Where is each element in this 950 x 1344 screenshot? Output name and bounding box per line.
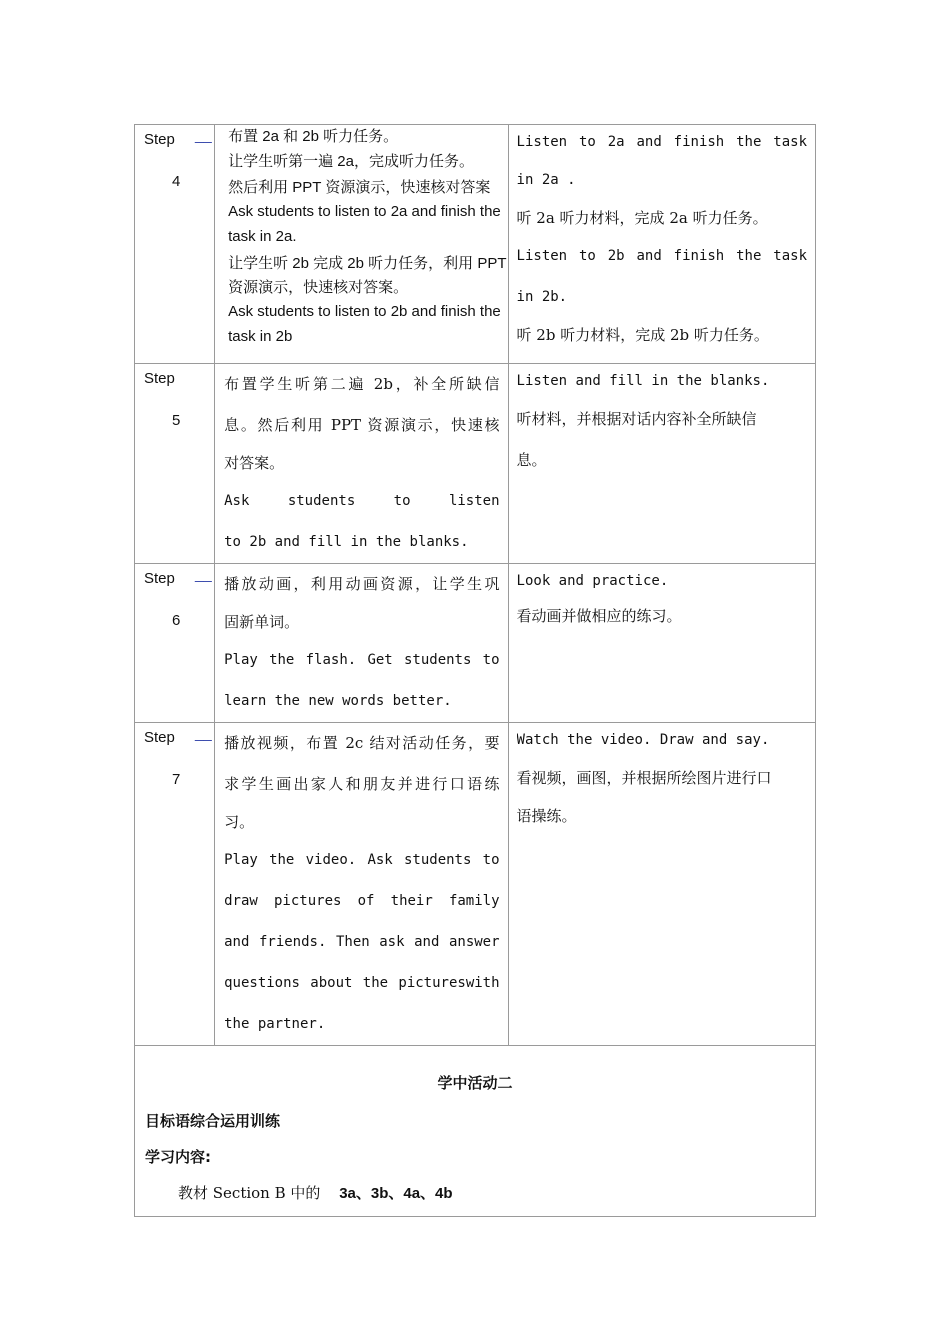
section-subtitle: 目标语综合运用训练 <box>145 1112 281 1130</box>
step-mark: __ <box>195 725 212 742</box>
teacher-line: Ask students to listen <box>224 493 500 509</box>
student-line: in 2b. <box>516 289 568 305</box>
student-line: Listen and fill in the blanks. <box>516 373 770 389</box>
step-row-6 <box>135 564 816 723</box>
teacher-line: Play the flash. Get students to <box>224 652 500 668</box>
step-mark: __ <box>195 566 212 583</box>
student-line: 听 2b 听力材料，完成 2b 听力任务。 <box>516 326 769 344</box>
teacher-line: 资源演示，快速核对答案。 <box>228 279 409 296</box>
step-word: Step <box>144 729 175 746</box>
teacher-line: 播放动画，利用动画资源，让学生巩 <box>224 575 500 593</box>
teacher-activity-cell <box>215 723 508 1046</box>
teacher-line: learn the new words better. <box>224 693 452 709</box>
activity-two-cell <box>135 1046 816 1217</box>
step-number: 5 <box>172 412 181 429</box>
teacher-line: task in 2a. <box>228 228 297 245</box>
step-word: Step <box>144 570 175 587</box>
step-number: 7 <box>172 771 181 788</box>
student-activity-cell <box>508 364 815 564</box>
student-line: in 2a . <box>516 172 576 188</box>
content-items: 3a、3b、4a、4b <box>339 1185 453 1202</box>
content-prefix: 教材 Section B 中的 <box>178 1184 321 1202</box>
teacher-line: 求学生画出家人和朋友并进行口语练 <box>224 775 500 793</box>
teacher-line: to 2b and fill in the blanks. <box>224 534 469 550</box>
teacher-line: task in 2b <box>228 328 293 343</box>
pasted-image-text <box>219 125 509 343</box>
student-line: 听 2a 听力材料，完成 2a 听力任务。 <box>516 209 768 227</box>
step-number: 6 <box>172 612 181 629</box>
step-row-7 <box>135 723 816 1046</box>
step-row-5 <box>135 364 816 564</box>
student-line: 语操练。 <box>516 807 577 825</box>
student-activity-cell <box>508 125 815 364</box>
student-activity-cell <box>508 723 815 1046</box>
lesson-plan-table <box>134 124 816 1217</box>
section-title: 学中活动二 <box>437 1074 513 1092</box>
step-label-cell <box>135 564 215 723</box>
step-label-cell <box>135 125 215 364</box>
student-line: Listen to 2a and finish the task <box>516 134 807 150</box>
teacher-line: questions about the pictureswith <box>224 975 500 991</box>
step-mark: __ <box>195 127 212 144</box>
student-line: 看视频，画图，并根据所绘图片进行口 <box>516 769 772 787</box>
teacher-activity-cell <box>215 125 508 364</box>
teacher-line: 让学生听第一遍 2a，完成听力任务。 <box>228 153 474 170</box>
teacher-line: 播放视频，布置 2c 结对活动任务，要 <box>224 734 500 752</box>
teacher-line: the partner. <box>224 1016 326 1032</box>
teacher-line: Ask students to listen to 2a and finish the <box>228 203 501 220</box>
teacher-line: 然后利用 PPT 资源演示，快速核对答案 <box>228 179 491 196</box>
step-number: 4 <box>172 173 181 190</box>
teacher-activity-cell <box>215 564 508 723</box>
student-line: Listen to 2b and finish the task <box>516 248 807 264</box>
step-label-cell <box>135 364 215 564</box>
teacher-line: 让学生听 2b 完成 2b 听力任务，利用 PPT <box>228 255 507 272</box>
activity-two-row <box>135 1046 816 1217</box>
teacher-line: 布置学生听第二遍 2b，补全所缺信 <box>224 375 500 393</box>
teacher-line: 习。 <box>224 813 255 831</box>
step-row-4 <box>135 125 816 364</box>
teacher-activity-cell <box>215 364 508 564</box>
student-line: 看动画并做相应的练习。 <box>516 607 682 625</box>
content-line <box>178 1182 453 1203</box>
teacher-line: 布置 2a 和 2b 听力任务。 <box>228 128 399 145</box>
teacher-line: 对答案。 <box>224 454 285 472</box>
teacher-line: Play the video. Ask students to <box>224 852 500 868</box>
student-line: 息。 <box>516 451 547 469</box>
student-activity-cell <box>508 564 815 723</box>
step-label-cell <box>135 723 215 1046</box>
student-line: Look and practice. <box>516 573 669 589</box>
student-line: Watch the video. Draw and say. <box>516 732 770 748</box>
step-word: Step <box>144 370 175 387</box>
content-label: 学习内容: <box>145 1148 211 1166</box>
teacher-line: 息。然后利用 PPT 资源演示，快速核 <box>224 416 500 434</box>
step-word: Step <box>144 131 175 148</box>
teacher-line: 固新单词。 <box>224 613 300 631</box>
teacher-line: and friends. Then ask and answer <box>224 934 500 950</box>
teacher-line: draw pictures of their family <box>224 893 500 909</box>
student-line: 听材料，并根据对话内容补全所缺信 <box>516 410 757 428</box>
teacher-line: Ask students to listen to 2b and finish the <box>228 303 501 320</box>
